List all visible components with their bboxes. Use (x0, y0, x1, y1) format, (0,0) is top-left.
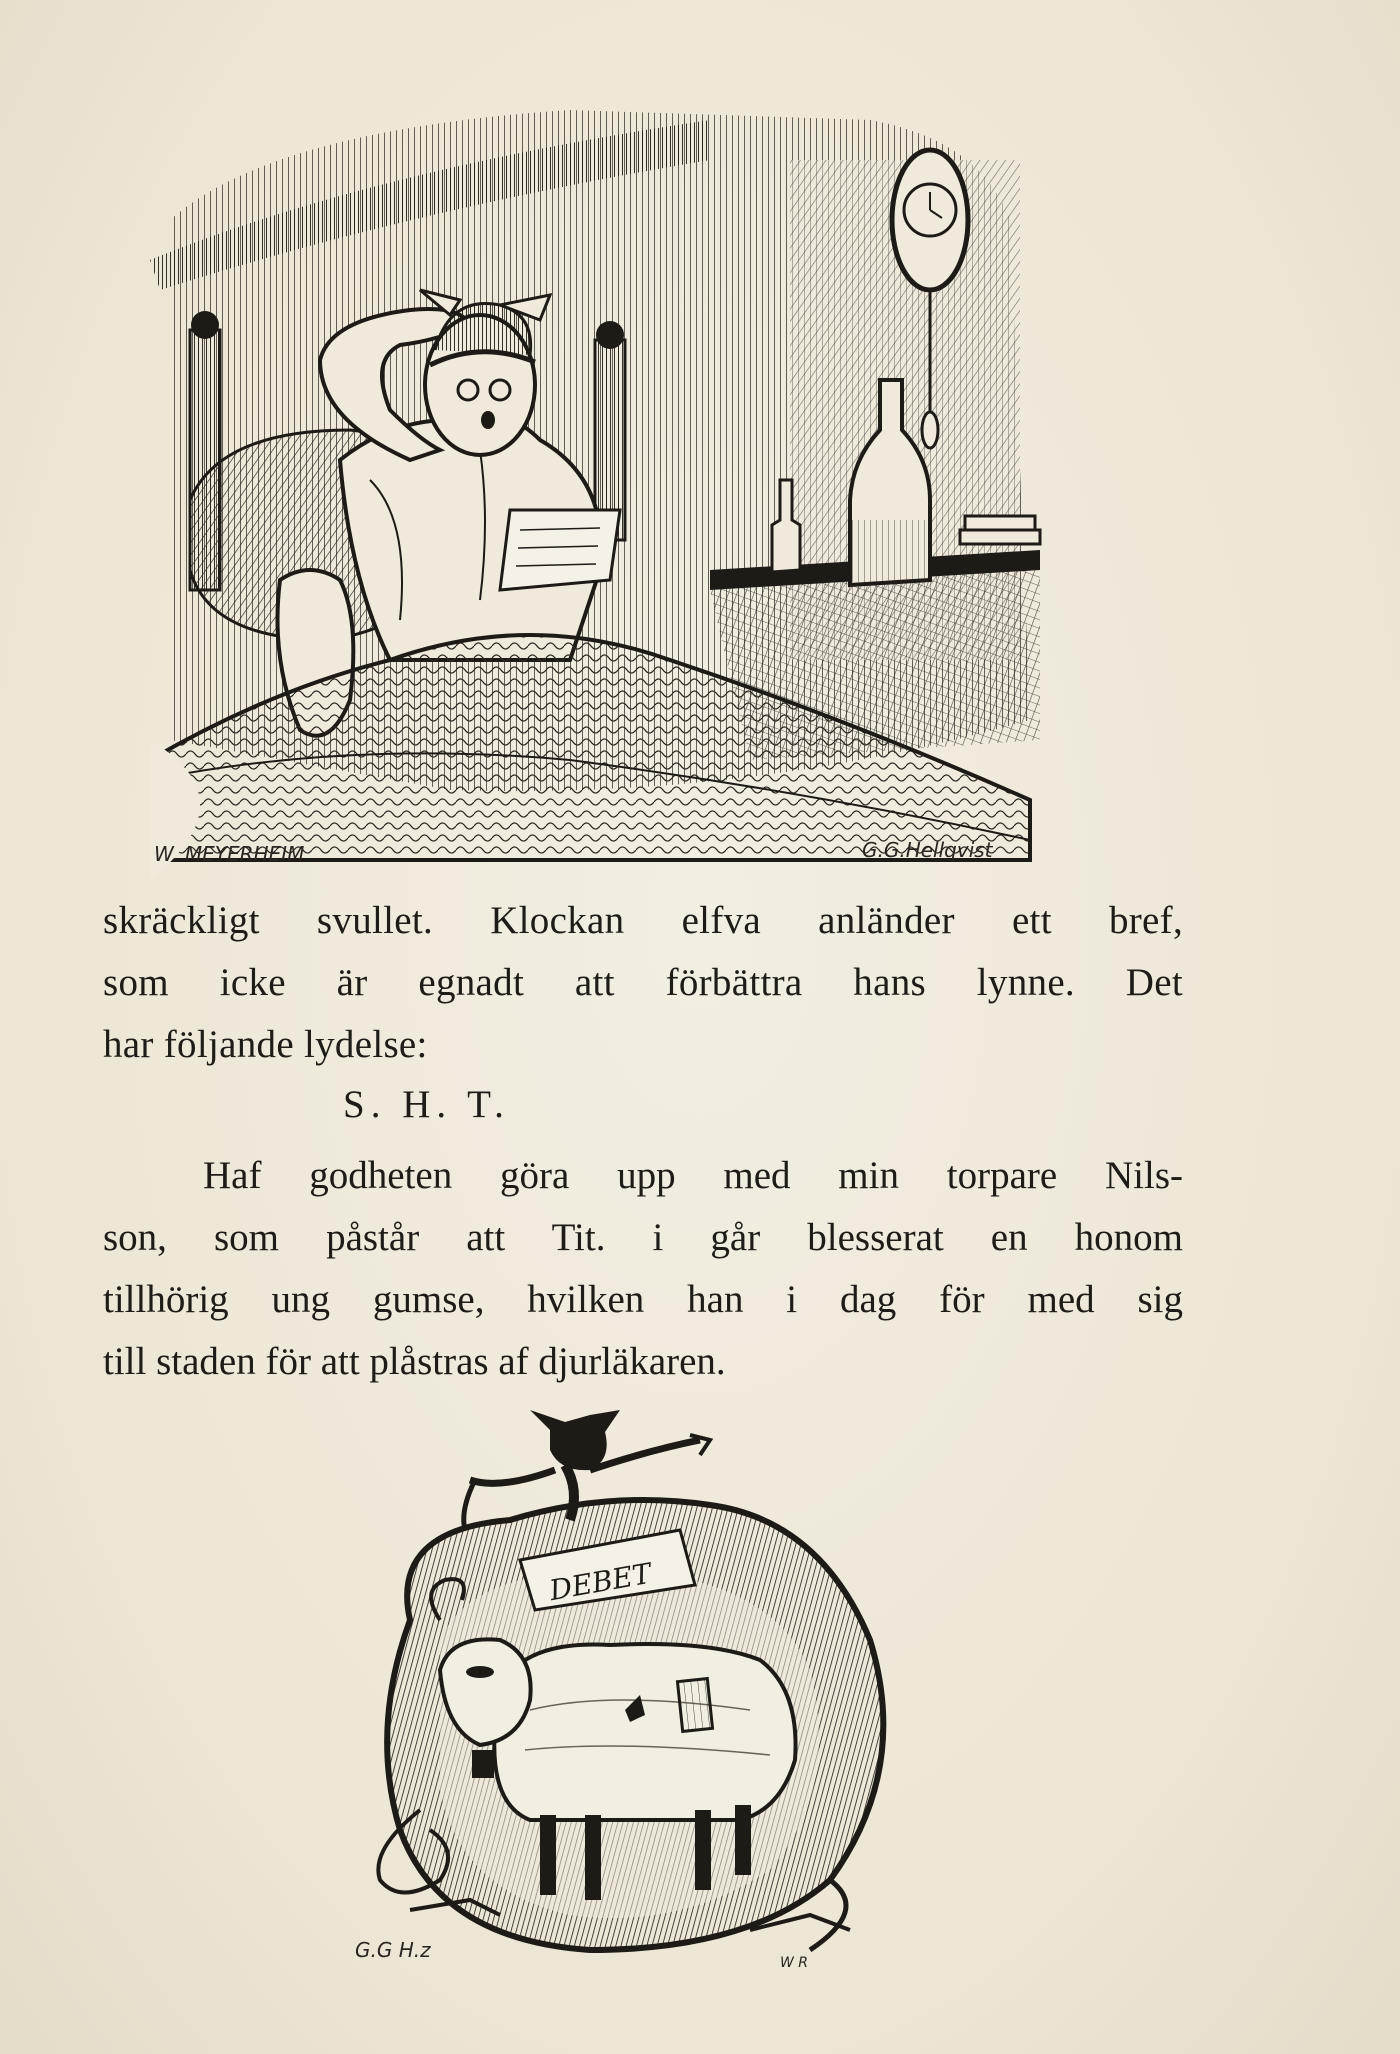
text-line: som icke är egnadt att förbättra hans lynne. Det (103, 961, 1183, 1004)
engraving-sheep-svg (350, 1410, 910, 1990)
letter-body (103, 1145, 1183, 1393)
letter-salutation: S. H. T. (343, 1083, 510, 1126)
text-line: tillhörig ung gumse, hvilken han i dag för med sig (103, 1278, 1183, 1321)
engraver-signature-right: G.G.Hellqvist (862, 838, 993, 862)
text-line: har följande lydelse: (103, 1023, 428, 1066)
text-line: skräckligt svullet. Klockan elfva anländer ett bref, (103, 899, 1183, 942)
artist-signature-left: W. MEYERHEIM (154, 842, 305, 866)
debet-label-text: DEBET (547, 1556, 654, 1608)
engraving-sheep-in-sack (350, 1410, 910, 1990)
text-line: till staden för att plåstras af djurläkaren. (103, 1340, 726, 1383)
text-line: Haf godheten göra upp med min torpare Nils- (203, 1154, 1183, 1197)
paragraph-intro (103, 890, 1183, 1076)
text-line: son, som påstår att Tit. i går blesserat en honom (103, 1216, 1183, 1259)
bottom-signature-left: G.G H.z (355, 1938, 431, 1962)
bottom-signature-right: W R (780, 1955, 809, 1971)
engraving-sick-man-svg (150, 100, 1130, 880)
engraving-sick-man-in-bed (150, 100, 1130, 880)
